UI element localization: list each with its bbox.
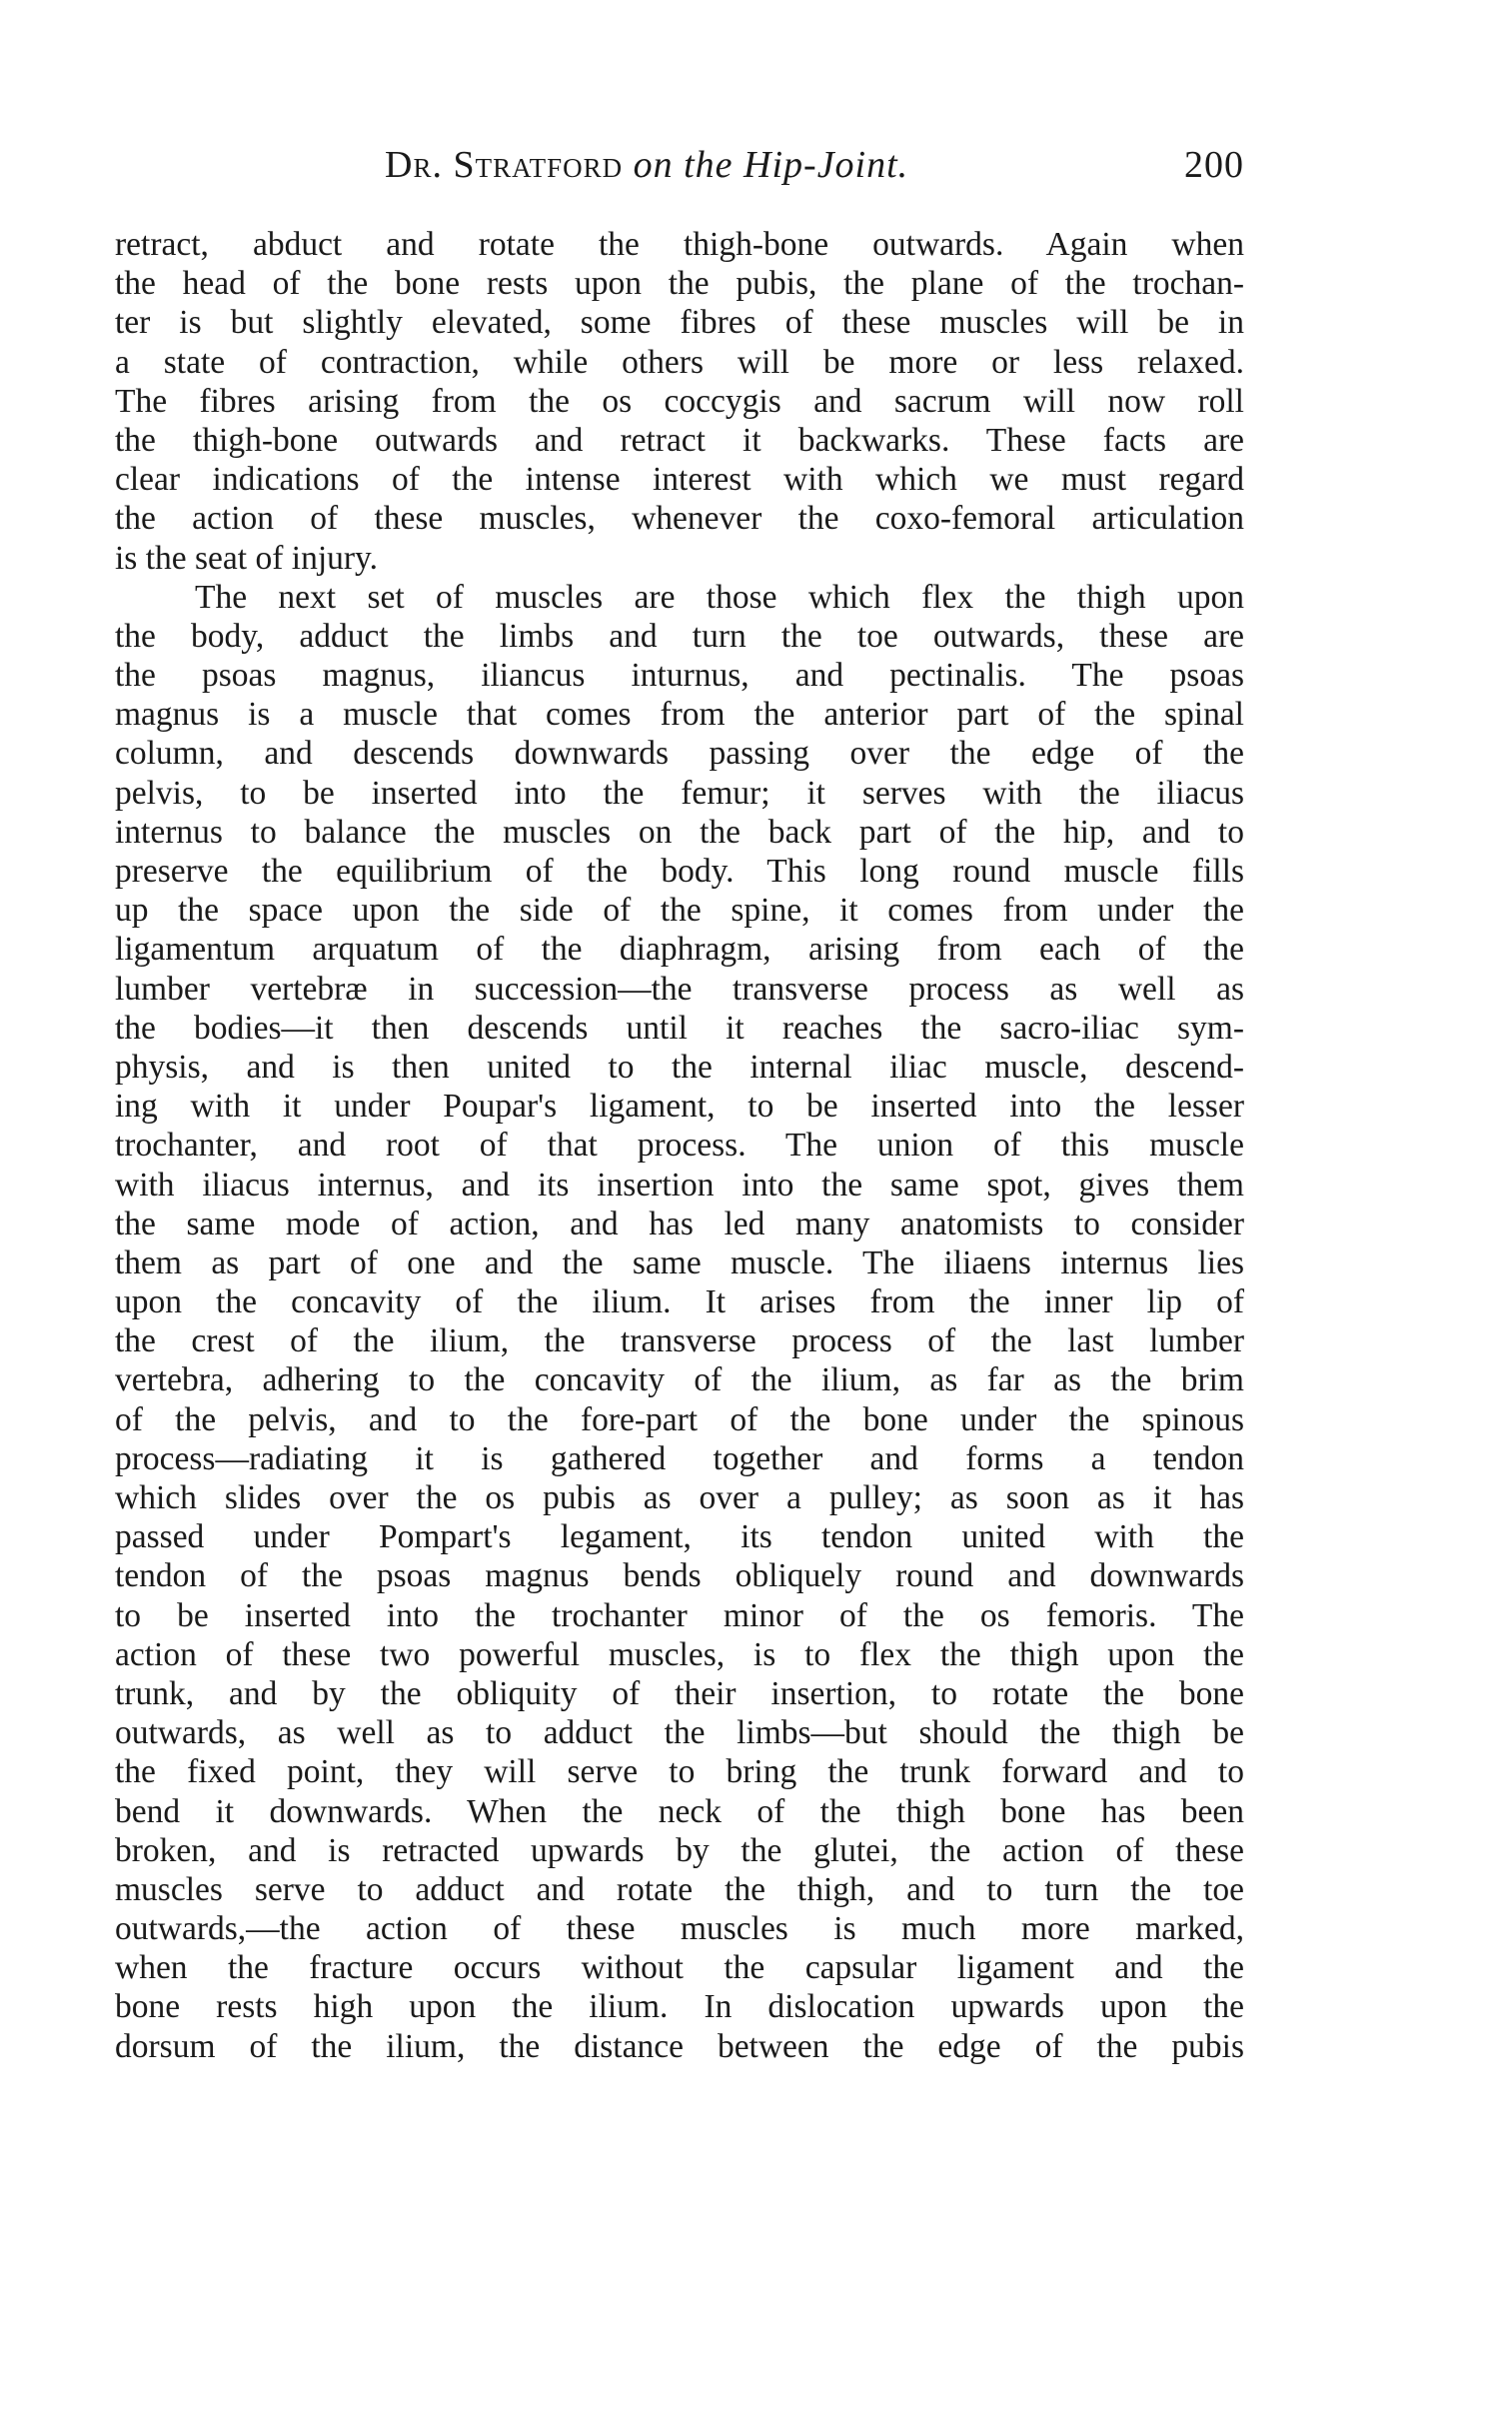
text-line: with iliacus internus, and its insertion into the same spot, gives them: [115, 1166, 1244, 1204]
text-line: to be inserted into the trochanter minor of the os femoris. The: [115, 1596, 1244, 1634]
text-line: dorsum of the ilium, the distance between the edge of the pubis: [115, 2027, 1244, 2065]
text-line: the action of these muscles, whenever the coxo-femoral articulation: [115, 500, 1244, 538]
text-line: ter is but slightly elevated, some fibres of these muscles will be in: [115, 304, 1244, 342]
text-line: the body, adduct the limbs and turn the toe outwards, these are: [115, 617, 1244, 655]
text-line: when the fracture occurs without the capsular ligament and the: [115, 1949, 1244, 1987]
text-line: them as part of one and the same muscle. The iliaens internus lies: [115, 1243, 1244, 1281]
text-line: retract, abduct and rotate the thigh-bone outwards. Again when: [115, 226, 1244, 263]
text-line: preserve the equilibrium of the body. This long round muscle fills: [115, 853, 1244, 890]
text-line: lumber vertebræ in succession—the transverse process as well as: [115, 970, 1244, 1008]
text-line: up the space upon the side of the spine, it comes from under the: [115, 892, 1244, 930]
text-line: the crest of the ilium, the transverse process of the last lumber: [115, 1322, 1244, 1360]
text-line: the same mode of action, and has led many anatomists to consider: [115, 1205, 1244, 1242]
text-line: a state of contraction, while others will be more or less relaxed.: [115, 343, 1244, 381]
text-line: ligamentum arquatum of the diaphragm, arising from each of the: [115, 931, 1244, 969]
page-number: 200: [1184, 144, 1244, 186]
text-line: of the pelvis, and to the fore-part of the bone under the spinous: [115, 1400, 1244, 1438]
text-line: ing with it under Poupar's ligament, to be inserted into the lesser: [115, 1088, 1244, 1126]
text-line: internus to balance the muscles on the back part of the hip, and to: [115, 813, 1244, 851]
text-line: tendon of the psoas magnus bends obliquely round and downwards: [115, 1557, 1244, 1595]
text-line: the psoas magnus, iliancus inturnus, and pectinalis. The psoas: [115, 657, 1244, 695]
text-line: muscles serve to adduct and rotate the thigh, and to turn the toe: [115, 1870, 1244, 1908]
text-line: is the seat of injury.: [115, 539, 378, 577]
text-line: vertebra, adhering to the concavity of the ilium, as far as the brim: [115, 1361, 1244, 1399]
text-line: the thigh-bone outwards and retract it backwarks. These facts are: [115, 421, 1244, 459]
text-line: passed under Pompart's legament, its tendon united with the: [115, 1518, 1244, 1556]
text-line: broken, and is retracted upwards by the glutei, the action of these: [115, 1831, 1244, 1869]
text-line: action of these two powerful muscles, is to flex the thigh upon the: [115, 1635, 1244, 1673]
text-line: the fixed point, they will serve to bring the trunk forward and to: [115, 1753, 1244, 1791]
text-line: which slides over the os pubis as over a pulley; as soon as it has: [115, 1479, 1244, 1516]
page-header: [115, 143, 1244, 193]
text-line: outwards, as well as to adduct the limbs—but should the thigh be: [115, 1714, 1244, 1752]
text-line: bone rests high upon the ilium. In dislocation upwards upon the: [115, 1988, 1244, 2026]
text-line: magnus is a muscle that comes from the anterior part of the spinal: [115, 696, 1244, 734]
text-line: column, and descends downwards passing over the edge of the: [115, 735, 1244, 773]
text-line: bend it downwards. When the neck of the thigh bone has been: [115, 1792, 1244, 1830]
text-line: The next set of muscles are those which flex the thigh upon: [195, 578, 1244, 616]
text-line: trunk, and by the obliquity of their insertion, to rotate the bone: [115, 1674, 1244, 1712]
running-head-author: Dr. Stratford: [385, 144, 624, 186]
text-line: process—radiating it is gathered together and forms a tendon: [115, 1439, 1244, 1477]
text-line: The fibres arising from the os coccygis and sacrum will now roll: [115, 382, 1244, 420]
text-line: upon the concavity of the ilium. It arises from the inner lip of: [115, 1283, 1244, 1321]
body-text: [115, 225, 1244, 2066]
text-line: the head of the bone rests upon the pubis, the plane of the trochan-: [115, 265, 1244, 303]
text-line: pelvis, to be inserted into the femur; it serves with the iliacus: [115, 774, 1244, 812]
text-line: the bodies—it then descends until it reaches the sacro-iliac sym-: [115, 1009, 1244, 1047]
text-line: outwards,—the action of these muscles is much more marked,: [115, 1910, 1244, 1948]
running-head-title: on the Hip-Joint.: [633, 144, 909, 186]
text-line: physis, and is then united to the internal iliac muscle, descend-: [115, 1048, 1244, 1086]
running-head: [385, 143, 908, 187]
text-line: clear indications of the intense interest with which we must regard: [115, 461, 1244, 499]
text-line: trochanter, and root of that process. The union of this muscle: [115, 1127, 1244, 1165]
